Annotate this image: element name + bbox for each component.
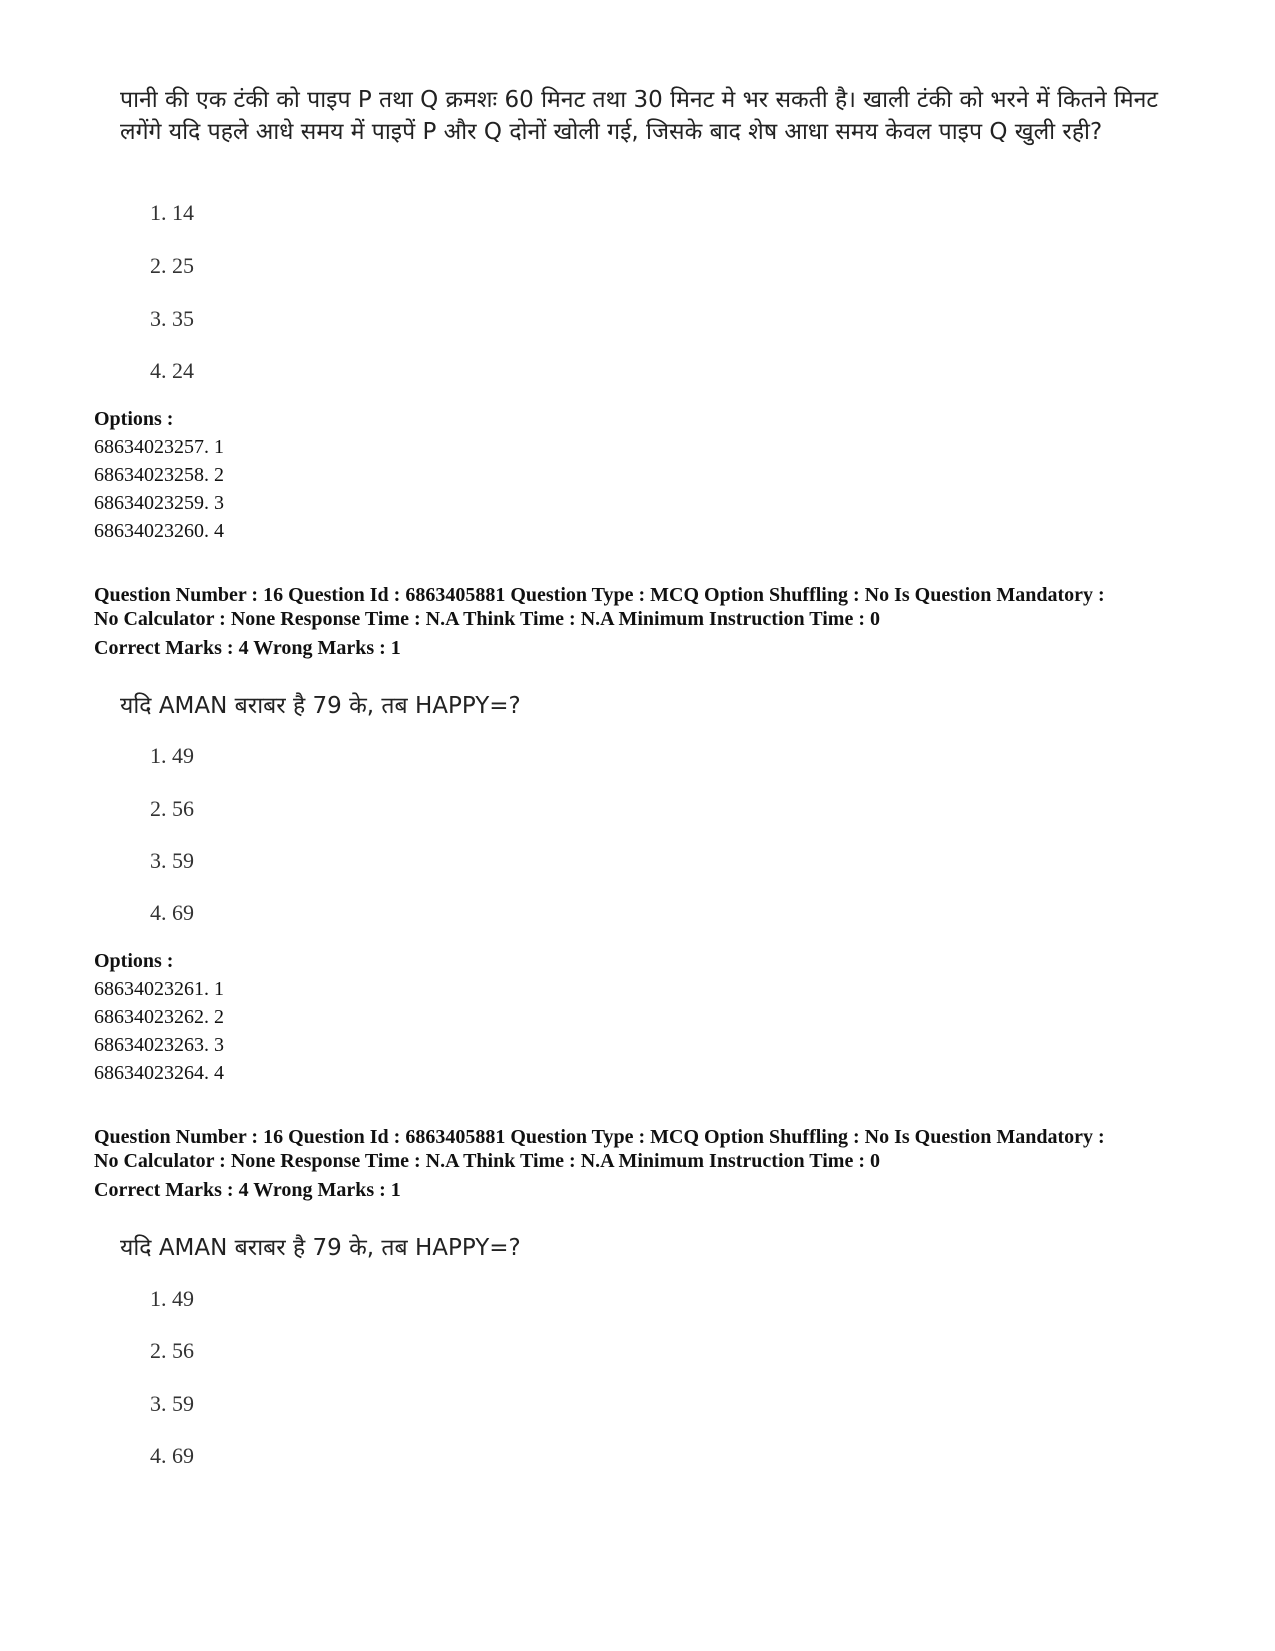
answer-choice: 3. 59 — [150, 1391, 194, 1416]
option-id-line: 68634023263. 3 — [94, 1034, 224, 1056]
option-id-line: 68634023260. 4 — [94, 520, 224, 542]
options-heading: Options : — [94, 950, 174, 972]
option-id-line: 68634023261. 1 — [94, 978, 224, 1000]
answer-choice: 1. 49 — [150, 743, 194, 768]
answer-choice: 4. 69 — [150, 1443, 194, 1468]
answer-choice: 1. 49 — [150, 1286, 194, 1311]
question-text: यदि AMAN बराबर है 79 के, तब HAPPY=? — [120, 693, 521, 719]
marks-line: Correct Marks : 4 Wrong Marks : 1 — [94, 637, 401, 659]
question-text: पानी की एक टंकी को पाइप P तथा Q क्रमशः 60 मिनट तथा 30 मिनट मे भर सकती है। खाली टंकी को भरने में कितने मिनट लगेंगे यदि पहले आधे समय में पाइपें P और Q दोनों खोली गई, जिसके बाद शेष आधा समय केवल पाइप Q खुली रही? — [120, 87, 1158, 145]
answer-choice: 4. 69 — [150, 900, 194, 925]
answer-choice: 3. 35 — [150, 306, 194, 331]
option-id-line: 68634023262. 2 — [94, 1006, 224, 1028]
marks-line: Correct Marks : 4 Wrong Marks : 1 — [94, 1179, 401, 1201]
option-id-line: 68634023264. 4 — [94, 1062, 224, 1084]
answer-choice: 3. 59 — [150, 848, 194, 873]
metadata-line: Question Number : 16 Question Id : 6863405881 Question Type : MCQ Option Shuffling : No Is Question Mandatory : — [94, 584, 1105, 606]
options-heading: Options : — [94, 408, 174, 430]
question-metadata — [94, 583, 1214, 660]
question-metadata — [94, 1125, 1214, 1202]
metadata-line: No Calculator : None Response Time : N.A Think Time : N.A Minimum Instruction Time : 0 — [94, 1150, 880, 1172]
metadata-line: Question Number : 16 Question Id : 6863405881 Question Type : MCQ Option Shuffling : No Is Question Mandatory : — [94, 1126, 1105, 1148]
metadata-line: No Calculator : None Response Time : N.A Think Time : N.A Minimum Instruction Time : 0 — [94, 608, 880, 630]
answer-choice: 4. 24 — [150, 358, 194, 383]
question-text: यदि AMAN बराबर है 79 के, तब HAPPY=? — [120, 1235, 521, 1261]
answer-choice: 1. 14 — [150, 200, 194, 225]
option-id-line: 68634023257. 1 — [94, 436, 224, 458]
answer-choice: 2. 25 — [150, 253, 194, 278]
answer-choice: 2. 56 — [150, 796, 194, 821]
option-id-line: 68634023259. 3 — [94, 492, 224, 514]
option-id-line: 68634023258. 2 — [94, 464, 224, 486]
answer-choice: 2. 56 — [150, 1338, 194, 1363]
